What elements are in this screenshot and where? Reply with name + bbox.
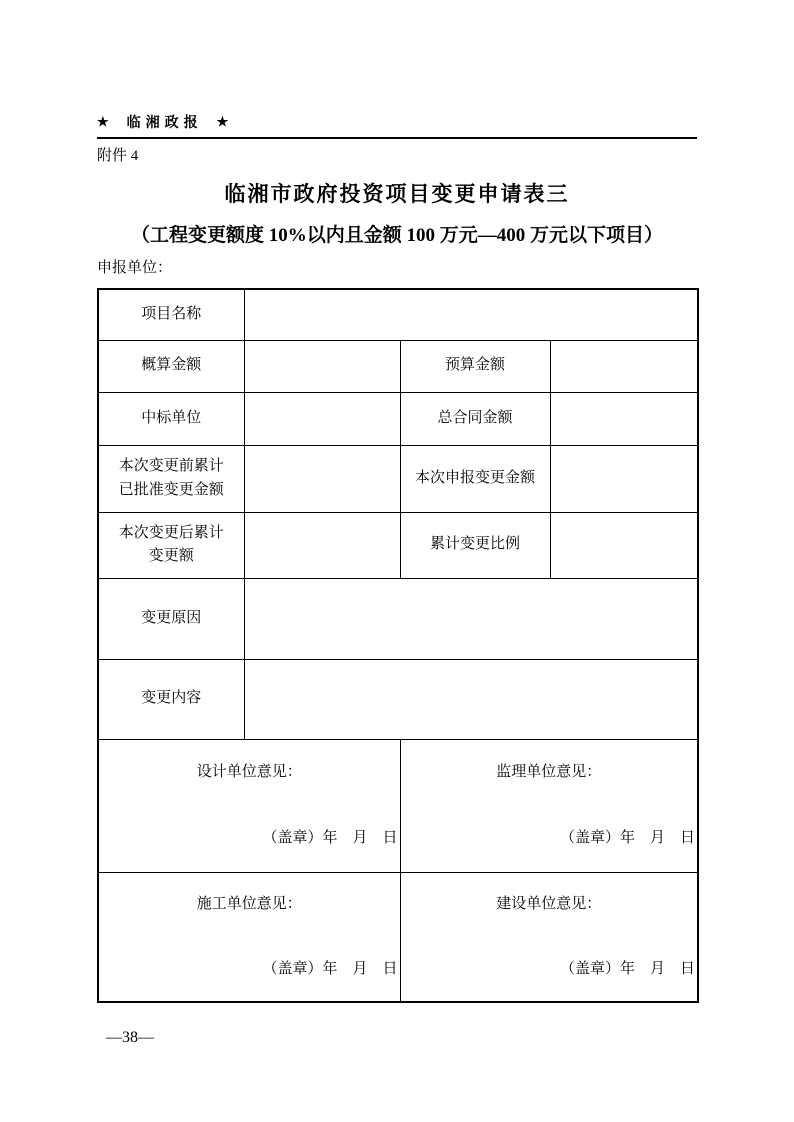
signature-label: 设计单位意见： (196, 764, 302, 781)
signature-cell-owner-unit (400, 872, 698, 1002)
label-approved-change-before (98, 445, 244, 512)
table-row (98, 512, 698, 578)
signature-label: 建设单位意见： (496, 895, 602, 912)
declaring-unit-label: 申报单位： (97, 260, 173, 276)
value-total-contract-amount (550, 392, 698, 445)
seal-date-line: （盖章）年 月 日 (262, 960, 398, 977)
masthead (97, 112, 697, 132)
label-line: 变更额 (148, 548, 194, 564)
signature-cell-supervision-unit (400, 739, 698, 872)
label-cumulative-change-ratio: 累计变更比例 (400, 512, 550, 578)
value-budget-amount (550, 340, 698, 392)
table-row (98, 578, 698, 659)
label-declared-change-amount: 本次申报变更金额 (400, 445, 550, 512)
attachment-label: 附件 4 (97, 148, 139, 164)
table-row (98, 872, 698, 1002)
table-row (98, 445, 698, 512)
label-budget-amount: 预算金额 (400, 340, 550, 392)
label-estimate-amount: 概算金额 (98, 340, 244, 392)
seal-date-line: （盖章）年 月 日 (560, 829, 696, 846)
value-project-name (244, 289, 698, 340)
label-total-contract-amount: 总合同金额 (400, 392, 550, 445)
page-subtitle: （工程变更额度 10%以内且金额 100 万元—400 万元以下项目） (130, 225, 663, 246)
page-content (97, 112, 697, 1003)
seal-date-line: （盖章）年 月 日 (262, 829, 398, 846)
page-number: —38— (106, 1029, 154, 1046)
table-row (98, 340, 698, 392)
signature-cell-design-unit (98, 739, 400, 872)
table-row (98, 392, 698, 445)
value-change-content (244, 659, 698, 739)
label-winning-bidder: 中标单位 (98, 392, 244, 445)
table-row (98, 739, 698, 872)
value-estimate-amount (244, 340, 400, 392)
page-title: 临湘市政府投资项目变更申请表三 (224, 182, 570, 206)
label-cumulative-change-after (98, 512, 244, 578)
value-change-reason (244, 578, 698, 659)
star-icon: ★ (216, 114, 229, 129)
label-project-name: 项目名称 (98, 289, 244, 340)
table-row (98, 659, 698, 739)
value-declared-change-amount (550, 445, 698, 512)
table-row (98, 289, 698, 340)
star-icon: ★ (97, 114, 109, 129)
value-cumulative-change-ratio (550, 512, 698, 578)
label-change-reason: 变更原因 (98, 578, 244, 659)
masthead-rule (97, 137, 697, 139)
signature-cell-construction-unit (98, 872, 400, 1002)
value-approved-change-before (244, 445, 400, 512)
signature-label: 施工单位意见： (196, 895, 302, 912)
label-line: 本次变更前累计 (118, 458, 224, 475)
label-line: 本次变更后累计 (118, 524, 224, 541)
signature-label: 监理单位意见： (496, 764, 602, 781)
value-winning-bidder (244, 392, 400, 445)
masthead-title: 临湘政报 (126, 114, 203, 130)
label-change-content: 变更内容 (98, 659, 244, 739)
value-cumulative-change-after (244, 512, 400, 578)
label-line: 已批准变更金额 (118, 481, 224, 498)
application-form-table (97, 288, 699, 1003)
seal-date-line: （盖章）年 月 日 (560, 960, 696, 977)
